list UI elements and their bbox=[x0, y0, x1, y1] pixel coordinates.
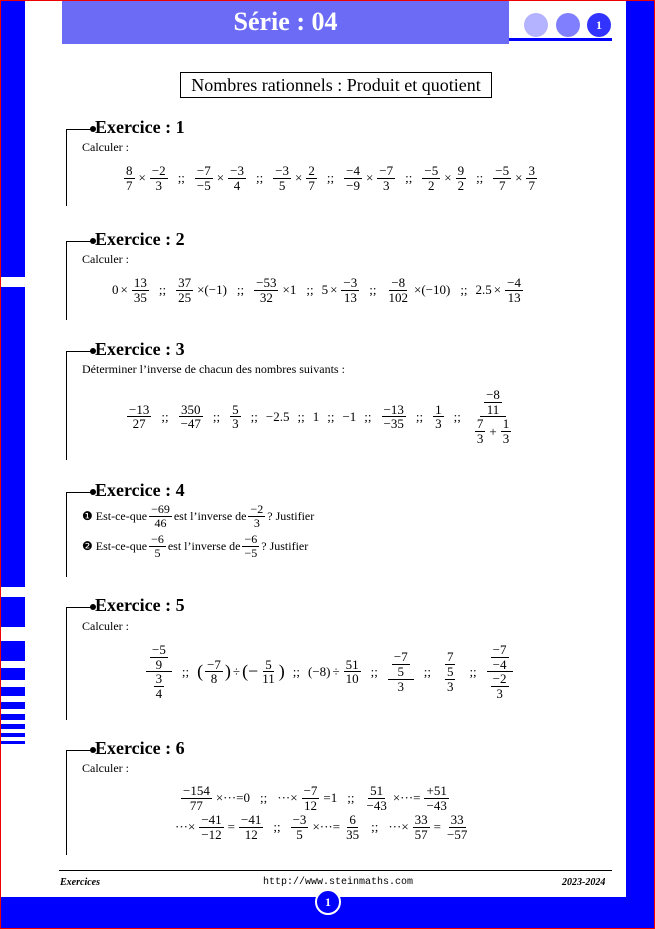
left-stripe bbox=[0, 702, 25, 709]
expression-row: 0 × $\frac{13}{35}$ ;; $\frac{37}{25}$ ×(−1) ;; $\frac{-53}{32}$ ×1 ;; 5 × $\frac{-3}{13}$ ;; $\frac{-8}{102}$ ×(−10) ;; 2.5 × $\frac{-4}{13}$ bbox=[112, 275, 521, 305]
chapter-title: Nombres rationnels : Produit et quotient bbox=[180, 72, 492, 98]
decor-circle bbox=[524, 13, 548, 37]
right-frame-band bbox=[626, 0, 655, 929]
footer-rule bbox=[59, 870, 612, 871]
left-stripe bbox=[0, 741, 25, 744]
expression-row: $\frac{-154}{77}$ ×···=0 ;; ···× $\frac{-7}{12}$ =1 ;; $\frac{51}{-43}$ ×···= $\frac{+51}{-43}$ bbox=[183, 783, 447, 813]
footer-year: 2023-2024 bbox=[562, 877, 606, 888]
left-stripe bbox=[0, 597, 25, 627]
exercise-title: Exercice : 5 bbox=[95, 595, 185, 615]
page-number: 1 bbox=[315, 889, 341, 915]
question-1: ❶ Est-ce-que −69 46 est l’inverse de −2 3 ? Justifier bbox=[82, 502, 315, 530]
exercise-title: Exercice : 4 bbox=[95, 480, 185, 500]
question-text: est l’inverse de bbox=[167, 538, 241, 553]
question-text: est l’inverse de bbox=[173, 508, 247, 523]
question-suffix: ? Justifier bbox=[267, 508, 315, 523]
expression-row: $\frac{-5}{9}$ $\frac{3}{4}$ ;; ( −7 8 ) ÷ (− $\frac{5}{11}$ ) ;; (−8) ÷ $\frac{51}{10}$ ;; $\frac{-7}{5}$ 3 ;; 7 $\frac{5}{3}$ ;; $\frac{-7}{-4}$ $\frac{-2}{3}$ bbox=[144, 643, 515, 701]
left-stripe bbox=[0, 714, 25, 720]
left-stripe bbox=[0, 724, 25, 729]
exercise-instruction: Calculer : bbox=[82, 252, 129, 266]
footer-link[interactable]: http://www.steinmaths.com bbox=[263, 877, 414, 888]
left-stripe bbox=[0, 668, 25, 680]
exercise-title: Exercice : 1 bbox=[95, 117, 185, 137]
expression-row: −13 27 ;; 350 −47 ;; 5 3 ;; −2.5 ;; 1 ;; −1 ;; −13 −35 ;; 1 3 ;; $\frac{-8}{11}$ 7 3 + $\frac{1}{3}$ bbox=[129, 387, 510, 446]
exercise-instruction: Calculer : bbox=[82, 619, 129, 633]
left-frame-band bbox=[0, 287, 25, 587]
expression-row: ···× $\frac{-41}{-12}$ = $\frac{-41}{12}$ ;; $\frac{-3}{5}$ ×···= $\frac{6}{35}$ ;; ···× $\frac{33}{57}$ = $\frac{33}{-57}$ bbox=[175, 812, 468, 842]
exercise-title: Exercice : 6 bbox=[95, 738, 185, 758]
exercise-instruction: Calculer : bbox=[82, 761, 129, 775]
exercise-instruction: Calculer : bbox=[82, 140, 129, 154]
exercise-title: Exercice : 2 bbox=[95, 229, 185, 249]
footer-label: Exercices bbox=[60, 877, 100, 888]
expression-row: $\frac{8}{7}$ × $\frac{-2}{3}$ ;; $\frac{-7}{-5}$ × $\frac{-3}{4}$ ;; $\frac{-3}{5}$ × $\frac{2}{7}$ ;; $\frac{-4}{-9}$ × $\frac{-7}{3}$ ;; $\frac{-5}{2}$ × $\frac{9}{2}$ ;; $\frac{-5}{7}$ × $\frac{3}{7}$ bbox=[126, 163, 535, 193]
left-stripe bbox=[0, 687, 25, 696]
question-prefix: ❶ Est-ce-que bbox=[82, 508, 148, 523]
question-suffix: ? Justifier bbox=[261, 538, 309, 553]
decor-circle bbox=[556, 13, 580, 37]
left-stripe bbox=[0, 733, 25, 737]
left-stripe bbox=[0, 641, 25, 661]
left-frame-band bbox=[0, 0, 25, 277]
exercise-title: Exercice : 3 bbox=[95, 339, 185, 359]
header-page-badge: 1 bbox=[587, 13, 611, 37]
question-2: ❷ Est-ce-que −6 5 est l’inverse de −6 −5 ? Justifier bbox=[82, 532, 309, 560]
question-prefix: ❷ Est-ce-que bbox=[82, 538, 148, 553]
page-title: Série : 04 bbox=[62, 0, 509, 44]
exercise-instruction: Déterminer l’inverse de chacun des nombres suivants : bbox=[82, 362, 345, 376]
